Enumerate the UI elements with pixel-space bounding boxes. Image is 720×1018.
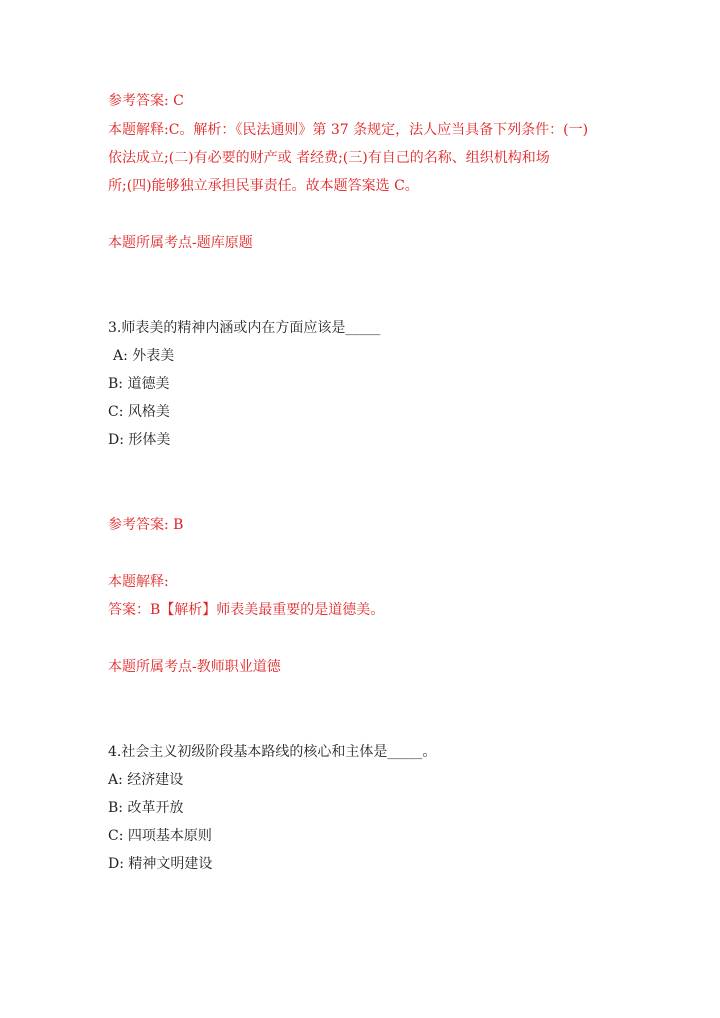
- option-b: B: 道德美: [108, 376, 170, 392]
- option-d: D: 精神文明建设: [108, 856, 213, 872]
- option-b: B: 改革开放: [108, 800, 184, 816]
- explanation-line: 所;(四)能够独立承担民事责任。故本题答案选 C。: [108, 178, 419, 194]
- topic-line: 本题所属考点-题库原题: [108, 235, 253, 251]
- question-stem: 3.师表美的精神内涵或内在方面应该是_____: [108, 320, 381, 336]
- explanation-line: 依法成立;(二)有必要的财产或 者经费;(三)有自己的名称、组织机构和场: [108, 150, 550, 166]
- answer-line: 参考答案: C: [108, 93, 184, 109]
- option-d: D: 形体美: [108, 432, 171, 448]
- option-a: A: 经济建设: [108, 772, 184, 788]
- topic-line: 本题所属考点-教师职业道德: [108, 659, 281, 675]
- option-c: C: 四项基本原则: [108, 828, 212, 844]
- option-a: A: 外表美: [113, 348, 175, 364]
- explanation-line: 答案：B【解析】师表美最重要的是道德美。: [108, 602, 385, 618]
- question-stem: 4.社会主义初级阶段基本路线的核心和主体是_____。: [108, 744, 437, 760]
- explanation-line: 本题解释:C。解析：《民法通则》第 37 条规定，法人应当具备下列条件：(一): [108, 122, 589, 138]
- explanation-label: 本题解释:: [108, 574, 169, 590]
- option-c: C: 风格美: [108, 404, 170, 420]
- answer-line: 参考答案: B: [108, 517, 184, 533]
